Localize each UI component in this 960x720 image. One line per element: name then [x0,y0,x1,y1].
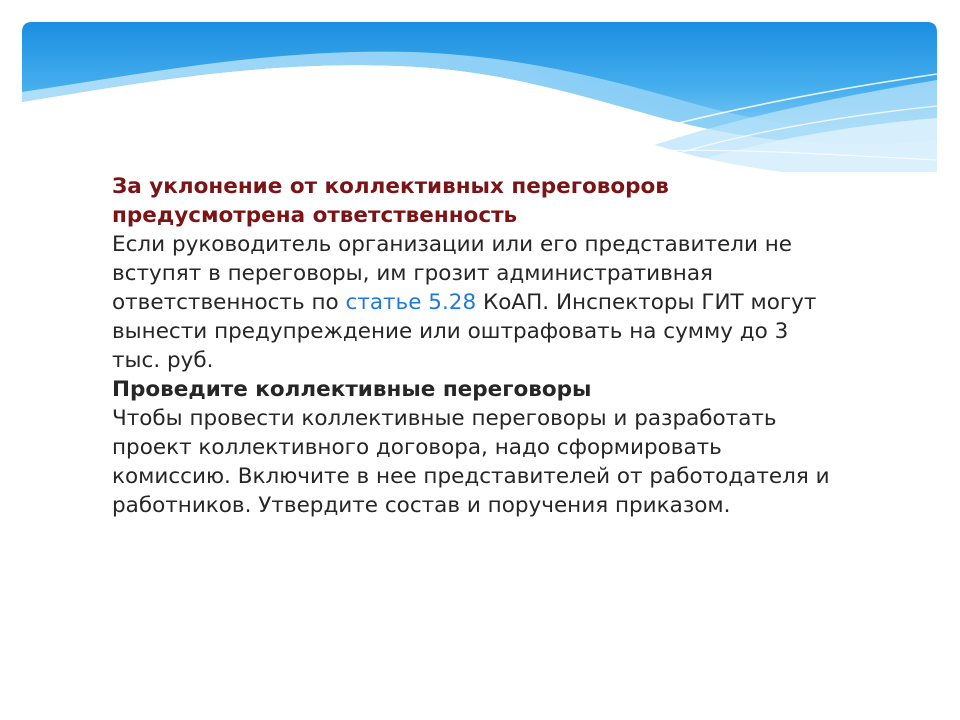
section2-body: Чтобы провести коллективные переговоры и разработать проект коллективного договора, надо сформировать комиссию. Включите в нее представителей от работодателя и работников. Утвердите состав и поручения приказом. [112,406,830,518]
article-5-28-link[interactable]: статье 5.28 [345,290,477,315]
wave-banner-graphic [22,22,937,172]
section2-heading: Проведите коллективные переговоры [112,377,592,402]
section1-body-text: Если руководитель организации или его представители не вступят в переговоры, им грозит административная ответственность по [112,232,793,315]
section1-body [112,230,842,375]
section1-heading [112,172,842,230]
section1-heading-line2: предусмотрена ответственность [112,203,518,228]
slide-text-body [112,172,842,520]
wave-banner [22,22,937,172]
section1-body-text-end: КоАП. Инспекторы ГИТ могут вынести предупреждение или оштрафовать на сумму до 3 тыс. руб. [112,290,817,373]
section1-heading-line1: За уклонение от коллективных переговоров [112,174,669,199]
